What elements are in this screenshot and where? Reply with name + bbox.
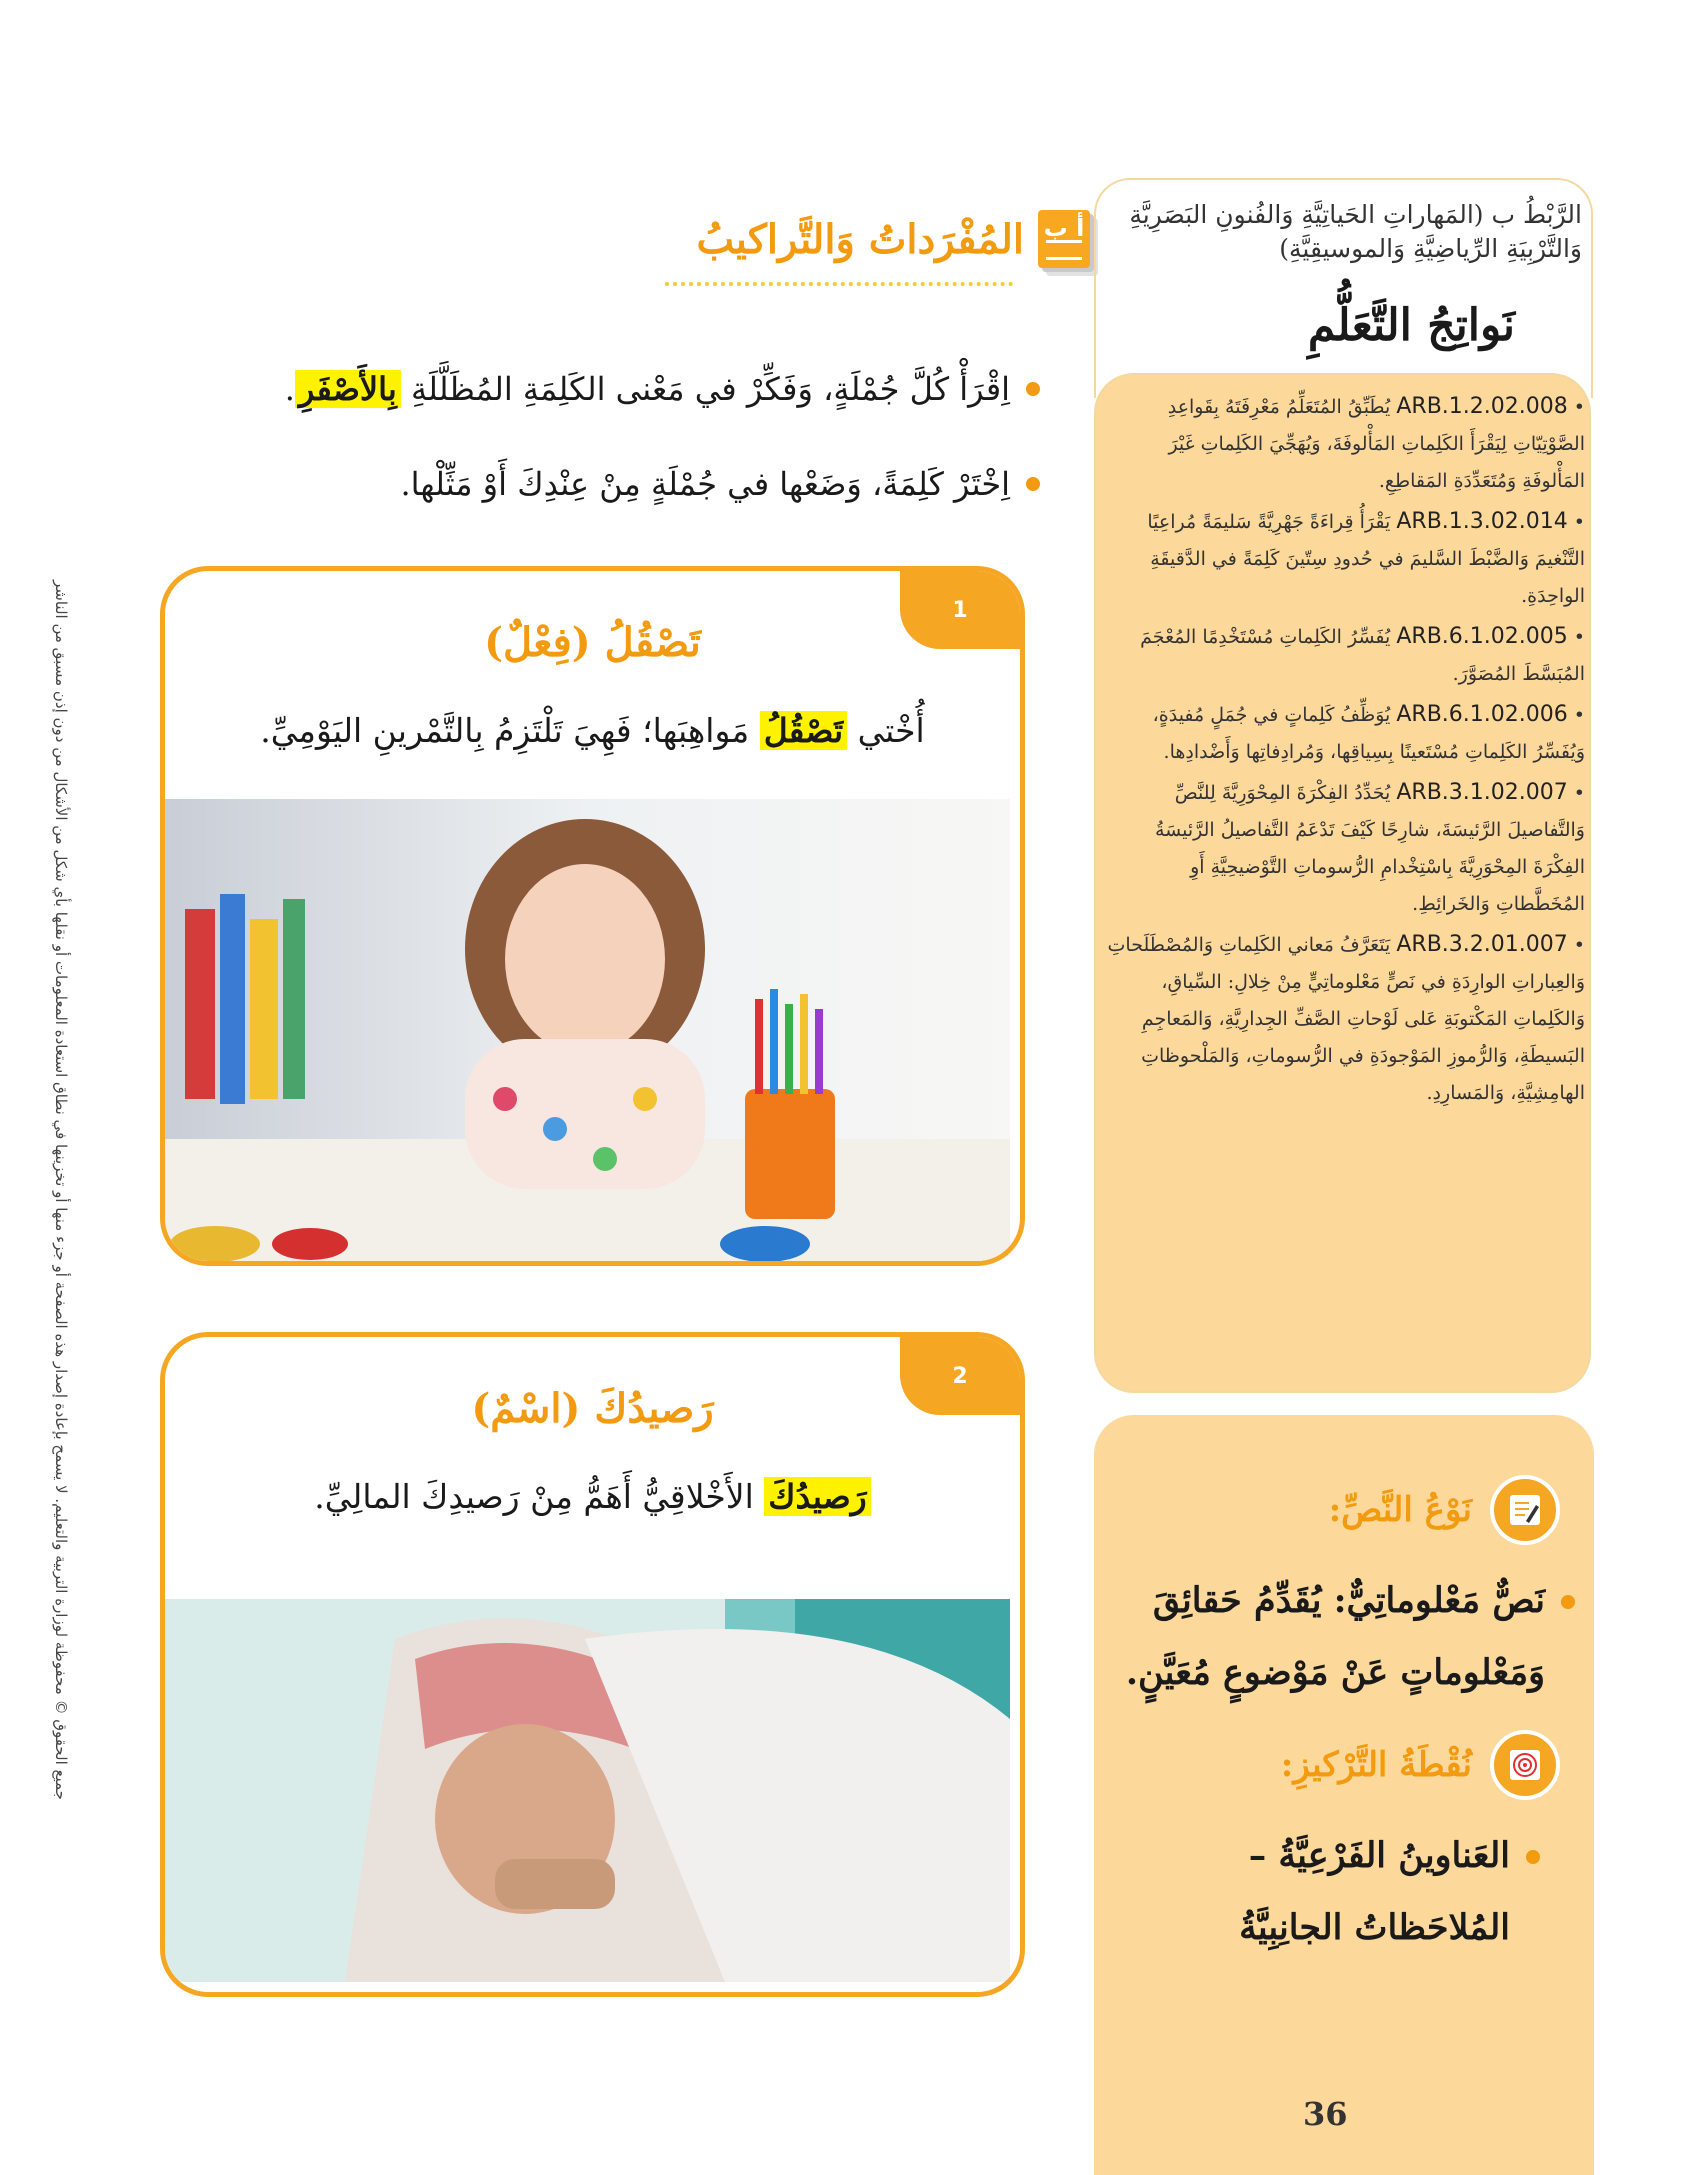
focus-item	[1180, 1820, 1540, 1964]
text-type-item	[1105, 1565, 1575, 1709]
text-type-header	[1329, 1475, 1560, 1545]
card-number: 1	[900, 571, 1020, 649]
focus-title: نُقْطَةُ التَّرْكيزِ:	[1280, 1745, 1472, 1785]
outcome-item: • ARB.1.2.02.008 يُطَبِّقُ المُتَعَلِّمُ مَعْرِفَتَهُ بِقَواعِدِ الصَّوْتِيّاتِ لِيَقْرَأَ الكَلِماتِ المَأْلوفَةَ، وَيُهَجِّيَ الكَلِماتِ غَيْرَ المَأْلوفَةِ وَمُتَعَدِّدَةِ المَقاطِعِ.	[1167, 394, 1585, 492]
pencil-note-icon	[1490, 1475, 1560, 1545]
card-word: تَصْقُلُ (فِعْلٌ)	[484, 619, 701, 666]
bullet-icon	[1526, 1850, 1540, 1864]
highlighted-word: رَصيدُكَ	[764, 1477, 870, 1516]
card-sentence: أُخْتي تَصْقُلُ مَواهِبَها؛ فَهِيَ تَلْتَزِمُ بِالتَّمْرينِ اليَوْمِيِّ.	[260, 711, 925, 750]
outcome-item: • ARB.3.2.01.007 يَتَعَرَّفُ مَعاني الكَلِماتِ وَالمُصْطَلَحاتِ وَالعِباراتِ الوارِدَةِ في نَصٍّ مَعْلوماتِيٍّ مِنْ خِلالِ: السِّياقِ، وَالكَلِماتِ المَكْتوبَةِ عَلى لَوْحاتِ الصَّفِّ الجِدارِيَّةِ، وَالمَعاجِمِ البَسيطَةِ، وَالرُّموزِ المَوْجودَةِ في الرُّسوماتِ، وَالمَلْحوظاتِ الهامِشِيَّةِ، وَالمَسارِدِ.	[1107, 932, 1585, 1104]
outcome-item: • ARB.1.3.02.014 يَقْرَأُ قِراءَةً جَهْرِيَّةً سَليمَةً مُراعِيًا التَّنْغيمَ وَالضَّبْطَ السَّليمَ في حُدودِ سِتّينَ كَلِمَةً في الدَّقيقَةِ الواحِدَةِ.	[1147, 509, 1585, 607]
instruction-1: اِقْرَأْ كُلَّ جُمْلَةٍ، وَفَكِّرْ في مَعْنى الكَلِمَةِ المُظَلَّلَةِ بِالأَصْفَرِ.	[285, 370, 1040, 408]
outcomes-list	[1101, 388, 1585, 1115]
card-word: رَصيدُكَ (اسْمٌ)	[471, 1385, 714, 1432]
highlighted-word: تَصْقُلُ	[760, 711, 848, 750]
bullet-icon	[1026, 382, 1040, 396]
card-number: 2	[900, 1337, 1020, 1415]
word-card-1	[160, 566, 1025, 1266]
page-number: 36	[1303, 2095, 1348, 2133]
outcome-item: • ARB.6.1.02.005 يُفَسِّرُ الكَلِماتِ مُسْتَخْدِمًا المُعْجَمَ المُبَسَّطَ المُصَوَّرَ.	[1140, 624, 1585, 685]
vocabulary-icon: أ ب	[1038, 210, 1090, 268]
instruction-text: اِقْرَأْ كُلَّ جُمْلَةٍ، وَفَكِّرْ في مَعْنى الكَلِمَةِ المُظَلَّلَةِ	[400, 370, 1010, 408]
focus-header	[1281, 1730, 1560, 1800]
focus-body: العَناوينُ الفَرْعِيَّةُ – المُلاحَظاتُ الجانِبِيَّةُ	[1239, 1835, 1510, 1948]
outcome-item: • ARB.3.1.02.007 يُحَدِّدُ الفِكْرَةَ المِحْوَرِيَّةَ لِلنَّصِّ وَالتَّفاصيلَ الرَّئيسَةَ، شارِحًا كَيْفَ تَدْعَمُ التَّفاصيلُ الرَّئيسَةُ الفِكْرَةَ المِحْوَرِيَّةَ بِاسْتِخْدامِ الرُّسوماتِ التَّوْضيحِيَّةِ أَوِ المُخَطَّطاتِ وَالخَرائِطِ.	[1155, 780, 1585, 915]
card-sentence: رَصيدُكَ الأَخْلاقِيُّ أَهَمُّ مِنْ رَصيدِكَ المالِيِّ.	[165, 1477, 1020, 1516]
copyright-notice: جميع الحقوق © محفوظة لوزارة التربية والتعليم. لا يسمح بإعادة إصدار هذه الصفحة أو جزء منها أو تخزينها في نطاق استعادة المعلومات أو نقلها بأي شكل من الأشكال من دون إذن مسبق من الناشر	[52, 580, 70, 1800]
girl-drawing-photo	[165, 799, 1020, 1261]
boy-kissing-hand-photo	[165, 1599, 1020, 1992]
text-type-body: نَصٌّ مَعْلوماتِيٌّ: يُقَدِّمُ حَقائِقَ وَمَعْلوماتٍ عَنْ مَوْضوعٍ مُعَيَّنٍ.	[1125, 1580, 1545, 1693]
text-type-title: نَوْعُ النَّصِّ:	[1328, 1490, 1472, 1530]
outcomes-title: نَواتِجُ التَّعَلُّمِ	[1307, 300, 1515, 351]
outcome-item: • ARB.6.1.02.006 يُوَظِّفُ كَلِماتٍ في جُمَلٍ مُفيدَةٍ، وَيُفَسِّرُ الكَلِماتِ مُسْتَعينًا بِسِياقِها، وَمُرادِفاتِها وَأَضْدادِها.	[1152, 702, 1585, 763]
word-card-2	[160, 1332, 1025, 1997]
highlighted-word: بِالأَصْفَرِ	[295, 370, 401, 408]
bullet-icon	[1561, 1595, 1575, 1609]
outcomes-context: الرَّبْطُ ب (المَهاراتِ الحَياتِيَّةِ وَالفُنونِ البَصَرِيَّةِ وَالتَّرْبِيَةِ الرِّياضِيَّةِ وَالموسيقِيَّةِ)	[1129, 200, 1582, 263]
target-icon	[1490, 1730, 1560, 1800]
section-title-underline	[665, 282, 1013, 286]
bullet-icon	[1026, 477, 1040, 491]
instruction-text: اِخْتَرْ كَلِمَةً، وَضَعْها في جُمْلَةٍ مِنْ عِنْدِكَ أَوْ مَثِّلْها.	[400, 465, 1010, 503]
section-header	[697, 210, 1091, 268]
section-title: المُفْرَداتُ وَالتَّراكيبُ	[696, 215, 1024, 263]
instruction-2	[400, 465, 1040, 503]
